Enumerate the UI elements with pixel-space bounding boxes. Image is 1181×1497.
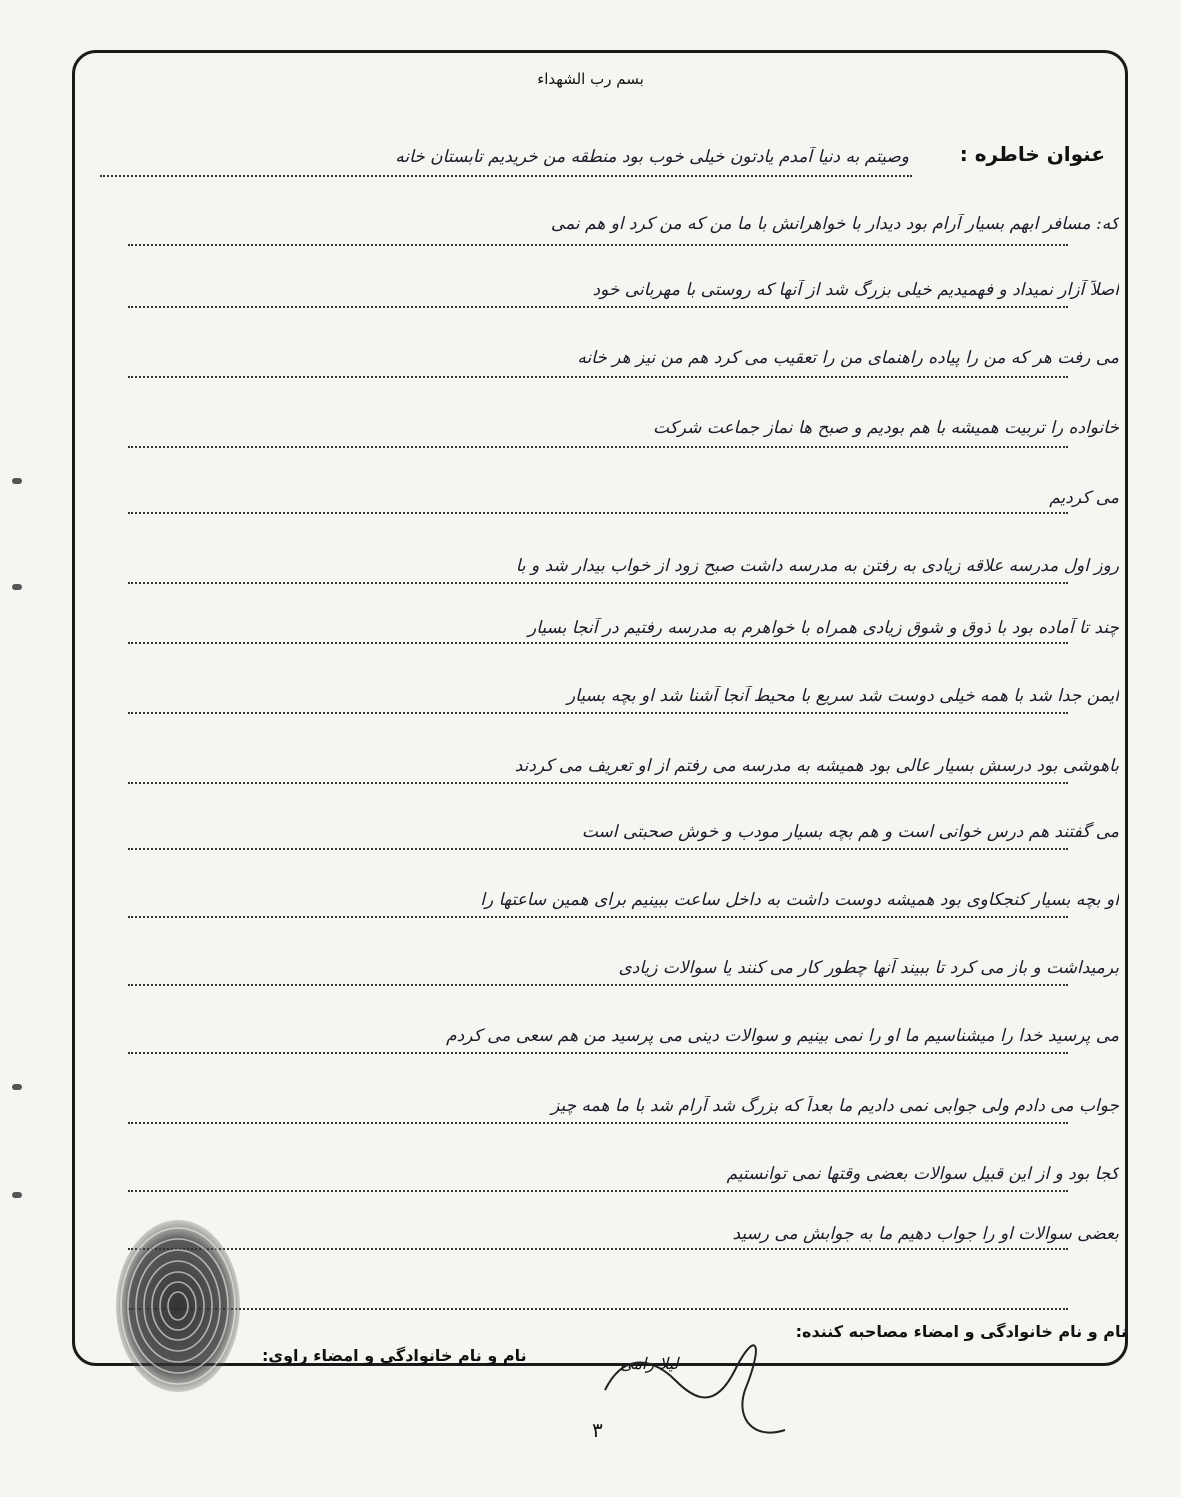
punch-hole-mark — [12, 478, 22, 484]
handwritten-line: خانواده را تربیت همیشه با هم بودیم و صبح ها نماز جماعت شرکت — [653, 418, 1119, 438]
ruled-line — [128, 582, 1068, 584]
handwritten-line: باهوشی بود درسش بسیار عالی بود همیشه به مدرسه می رفتم از او تعریف می کردند — [514, 756, 1119, 776]
ruled-line — [128, 1248, 1068, 1250]
ruled-line — [128, 712, 1068, 714]
handwritten-line: ایمن جدا شد با همه خیلی دوست شد سریع با محیط آنجا آشنا شد او بچه بسیار — [566, 686, 1119, 706]
ruled-line — [128, 782, 1068, 784]
fingerprint-icon — [112, 1214, 244, 1396]
interviewer-signature-label: نام و نام خانوادگی و امضاء مصاحبه کننده: — [795, 1322, 1127, 1341]
handwritten-line: چند تا آماده بود با ذوق و شوق زیادی همراه با خواهرم به مدرسه رفتیم در آنجا بسیار — [528, 618, 1119, 638]
handwritten-line: وصیتم به دنیا آمدم یادتون خیلی خوب بود منطقه من خریدیم تابستان خانه — [395, 147, 909, 167]
ruled-line — [128, 916, 1068, 918]
ruled-line — [128, 376, 1068, 378]
handwritten-line: که: مسافر ابهم بسیار آرام بود دیدار با خواهرانش با ما من که من کرد او هم نمی — [550, 214, 1119, 234]
ruled-line — [128, 244, 1068, 246]
ruled-line — [128, 848, 1068, 850]
ruled-line — [128, 306, 1068, 308]
ruled-line — [128, 1190, 1068, 1192]
page-number: ۳ — [592, 1418, 603, 1442]
ruled-line — [128, 1308, 1068, 1310]
handwritten-line: می گفتند هم درس خوانی است و هم بچه بسیار مودب و خوش صحبتی است — [581, 822, 1119, 842]
handwritten-line: اصلاً آزار نمیداد و فهمیدیم خیلی بزرگ شد از آنها که روستی با مهربانی خود — [592, 280, 1119, 300]
handwritten-line: کجا بود و از این قبیل سوالات بعضی وقتها نمی توانستیم — [726, 1164, 1119, 1184]
handwritten-line: او بچه بسیار کنجکاوی بود همیشه دوست داشت به داخل ساعت ببینیم برای همین ساعتها را — [480, 890, 1119, 910]
ruled-line — [128, 512, 1068, 514]
bismillah-heading: بسم رب الشهداء — [537, 70, 644, 88]
handwritten-line: می کردیم — [1049, 488, 1119, 508]
handwritten-line: روز اول مدرسه علاقه زیادی به رفتن به مدرسه داشت صبح زود از خواب بیدار شد و با — [515, 556, 1119, 576]
ruled-line — [100, 175, 912, 177]
handwritten-line: جواب می دادم ولی جوابی نمی دادیم ما بعداً که بزرگ شد آرام شد با ما همه چیز — [551, 1096, 1119, 1116]
handwritten-line: می پرسید خدا را میشناسیم ما او را نمی بینیم و سوالات دینی می پرسید من هم سعی می کردم — [446, 1026, 1119, 1046]
handwritten-line: می رفت هر که من را پیاده راهنمای من را تعقیب می کرد هم من نیز هر خانه — [577, 348, 1119, 368]
narrator-signature-label: نام و نام خانوادگی و امضاء راوی: — [262, 1346, 527, 1365]
ruled-line — [128, 1052, 1068, 1054]
punch-hole-mark — [12, 1192, 22, 1198]
handwritten-line: بعضی سوالات او را جواب دهیم ما به جوابش می رسید — [732, 1224, 1119, 1244]
handwritten-line: برمیداشت و باز می کرد تا ببیند آنها چطور کار می کنند یا سوالات زیادی — [618, 958, 1119, 978]
signature-text: لیلا رامی — [620, 1354, 679, 1373]
punch-hole-mark — [12, 1084, 22, 1090]
memory-title-label: عنوان خاطره : — [959, 142, 1105, 166]
punch-hole-mark — [12, 584, 22, 590]
signature-mark — [595, 1330, 795, 1450]
ruled-line — [128, 984, 1068, 986]
ruled-line — [128, 1122, 1068, 1124]
ruled-line — [128, 642, 1068, 644]
ruled-line — [128, 446, 1068, 448]
